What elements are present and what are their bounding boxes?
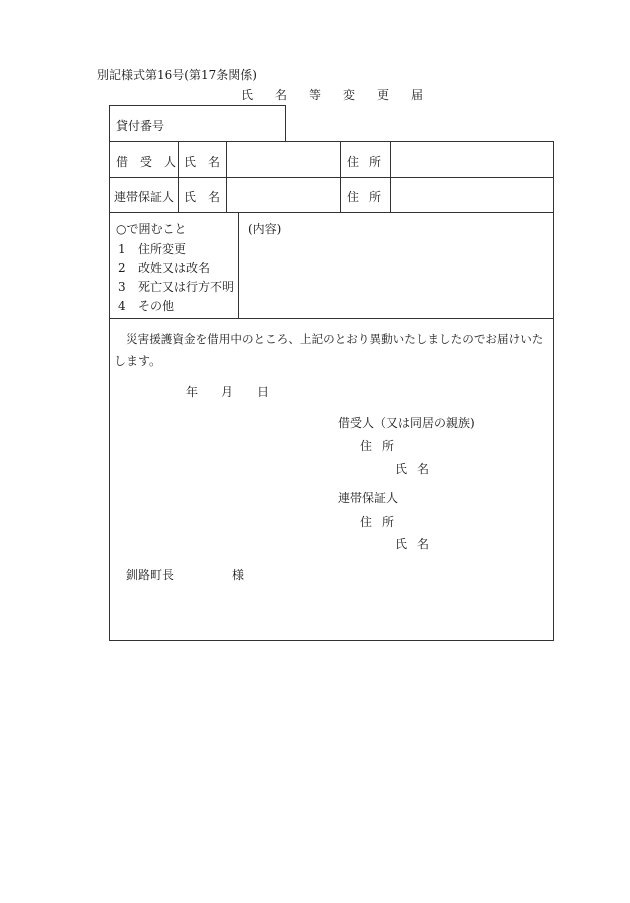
guarantor-name-label: 氏 名	[184, 190, 221, 204]
guarantor-sign-address: 住 所	[360, 515, 395, 529]
title-char: 届	[411, 88, 424, 102]
date-month: 月	[221, 385, 234, 399]
row-divider	[109, 212, 554, 213]
guarantor-label: 連帯保証人	[114, 190, 175, 204]
option-item: 3 死亡又は行方不明	[118, 280, 235, 294]
honorific: 様	[232, 568, 245, 582]
option-item: 1 住所変更	[118, 242, 187, 256]
content-label: (内容)	[248, 222, 282, 236]
row-divider	[109, 318, 554, 319]
borrower-label: 借 受 人	[116, 155, 177, 169]
addressee: 釧路町長	[126, 568, 175, 582]
borrower-address-label: 住 所	[347, 155, 382, 169]
title-char: 氏	[241, 88, 254, 102]
borrower-sign-address: 住 所	[360, 439, 395, 453]
borrower-heading: 借受人（又は同居の親族)	[338, 416, 475, 430]
title-char: 名	[275, 88, 288, 102]
form-title	[241, 86, 445, 103]
statement-line: 災害援護資金を借用中のところ、上記のとおり異動いたしましたのでお届けいた	[126, 332, 544, 346]
title-char: 等	[309, 88, 322, 102]
statement-line: します。	[114, 354, 162, 368]
option-item: 2 改姓又は改名	[118, 261, 211, 275]
circle-instruction: ○で囲むこと	[116, 222, 187, 236]
col-divider	[226, 141, 227, 212]
title-char: 更	[377, 88, 390, 102]
col-divider	[390, 141, 391, 212]
option-item: 4 その他	[118, 299, 175, 313]
col-divider	[178, 141, 179, 212]
loan-number-label: 貸付番号	[116, 119, 165, 133]
form-frame	[109, 141, 554, 641]
guarantor-heading: 連帯保証人	[338, 491, 399, 505]
col-divider	[238, 212, 239, 318]
guarantor-address-label: 住 所	[347, 190, 382, 204]
col-divider	[340, 141, 341, 212]
guarantor-sign-name: 氏 名	[395, 537, 430, 551]
form-reference: 別記様式第16号(第17条関係)	[97, 68, 257, 82]
date-day: 日	[257, 385, 270, 399]
title-char: 変	[343, 88, 356, 102]
row-divider	[109, 177, 554, 178]
date-year: 年	[186, 385, 199, 399]
borrower-sign-name: 氏 名	[395, 462, 430, 476]
borrower-name-label: 氏 名	[184, 155, 221, 169]
